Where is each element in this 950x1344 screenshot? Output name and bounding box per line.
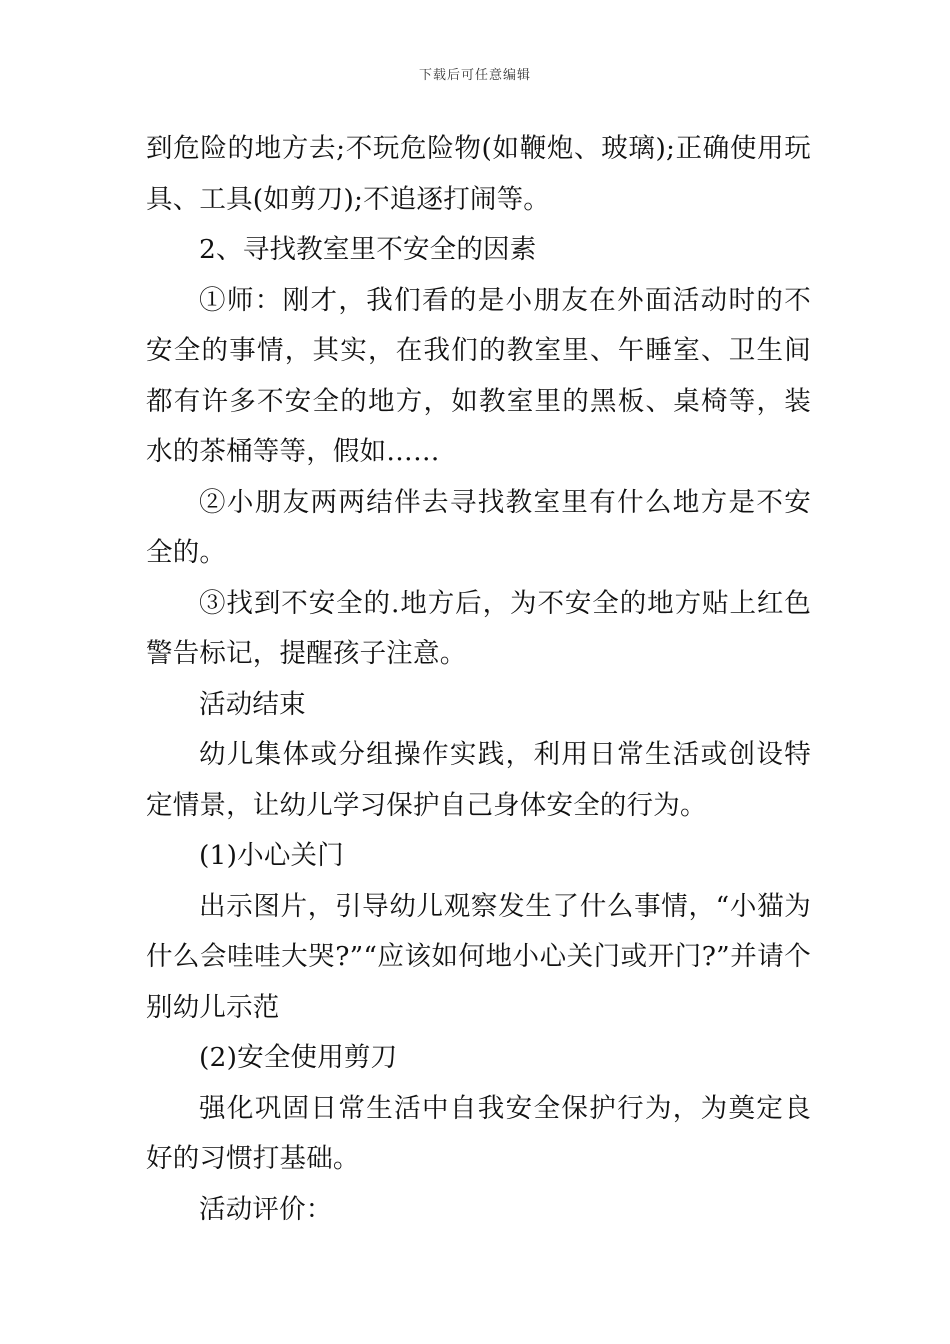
paragraph-step-1: ①师：刚才，我们看的是小朋友在外面活动时的不安全的事情，其实，在我们的教室里、午睡室、卫生间都有许多不安全的地方，如教室里的黑板、桌椅等，装水的茶桶等等，假如…… <box>146 284 811 467</box>
paragraph-step-3: ③找到不安全的.地方后，为不安全的地方贴上红色警告标记，提醒孩子注意。 <box>146 587 811 669</box>
paragraph-step-2: ②小朋友两两结伴去寻找教室里有什么地方是不安全的。 <box>146 486 811 568</box>
subheading-close-door: (1)小心关门 <box>199 840 344 871</box>
page-header: 下载后可任意编辑 <box>418 68 531 83</box>
subheading-scissors: (2)安全使用剪刀 <box>199 1042 398 1073</box>
section-heading-find-unsafe: 2、寻找教室里不安全的因素 <box>199 234 537 265</box>
paragraph-continuation: 到危险的地方去;不玩危险物(如鞭炮、玻璃);正确使用玩具、工具(如剪刀);不追逐打闹等。 <box>146 133 811 215</box>
paragraph-close-door: 出示图片，引导幼儿观察发生了什么事情，“小猫为什么会哇哇大哭?”“应该如何地小心关门或开门?”并请个别幼儿示范 <box>146 890 811 1023</box>
section-heading-activity-end: 活动结束 <box>199 688 306 720</box>
paragraph-practice: 幼儿集体或分组操作实践，利用日常生活或创设特定情景，让幼儿学习保护自己身体安全的行为。 <box>146 739 811 821</box>
document-body <box>146 124 811 1235</box>
paragraph-scissors: 强化巩固日常生活中自我安全保护行为，为奠定良好的习惯打基础。 <box>146 1092 811 1174</box>
section-heading-evaluation: 活动评价： <box>199 1193 333 1225</box>
